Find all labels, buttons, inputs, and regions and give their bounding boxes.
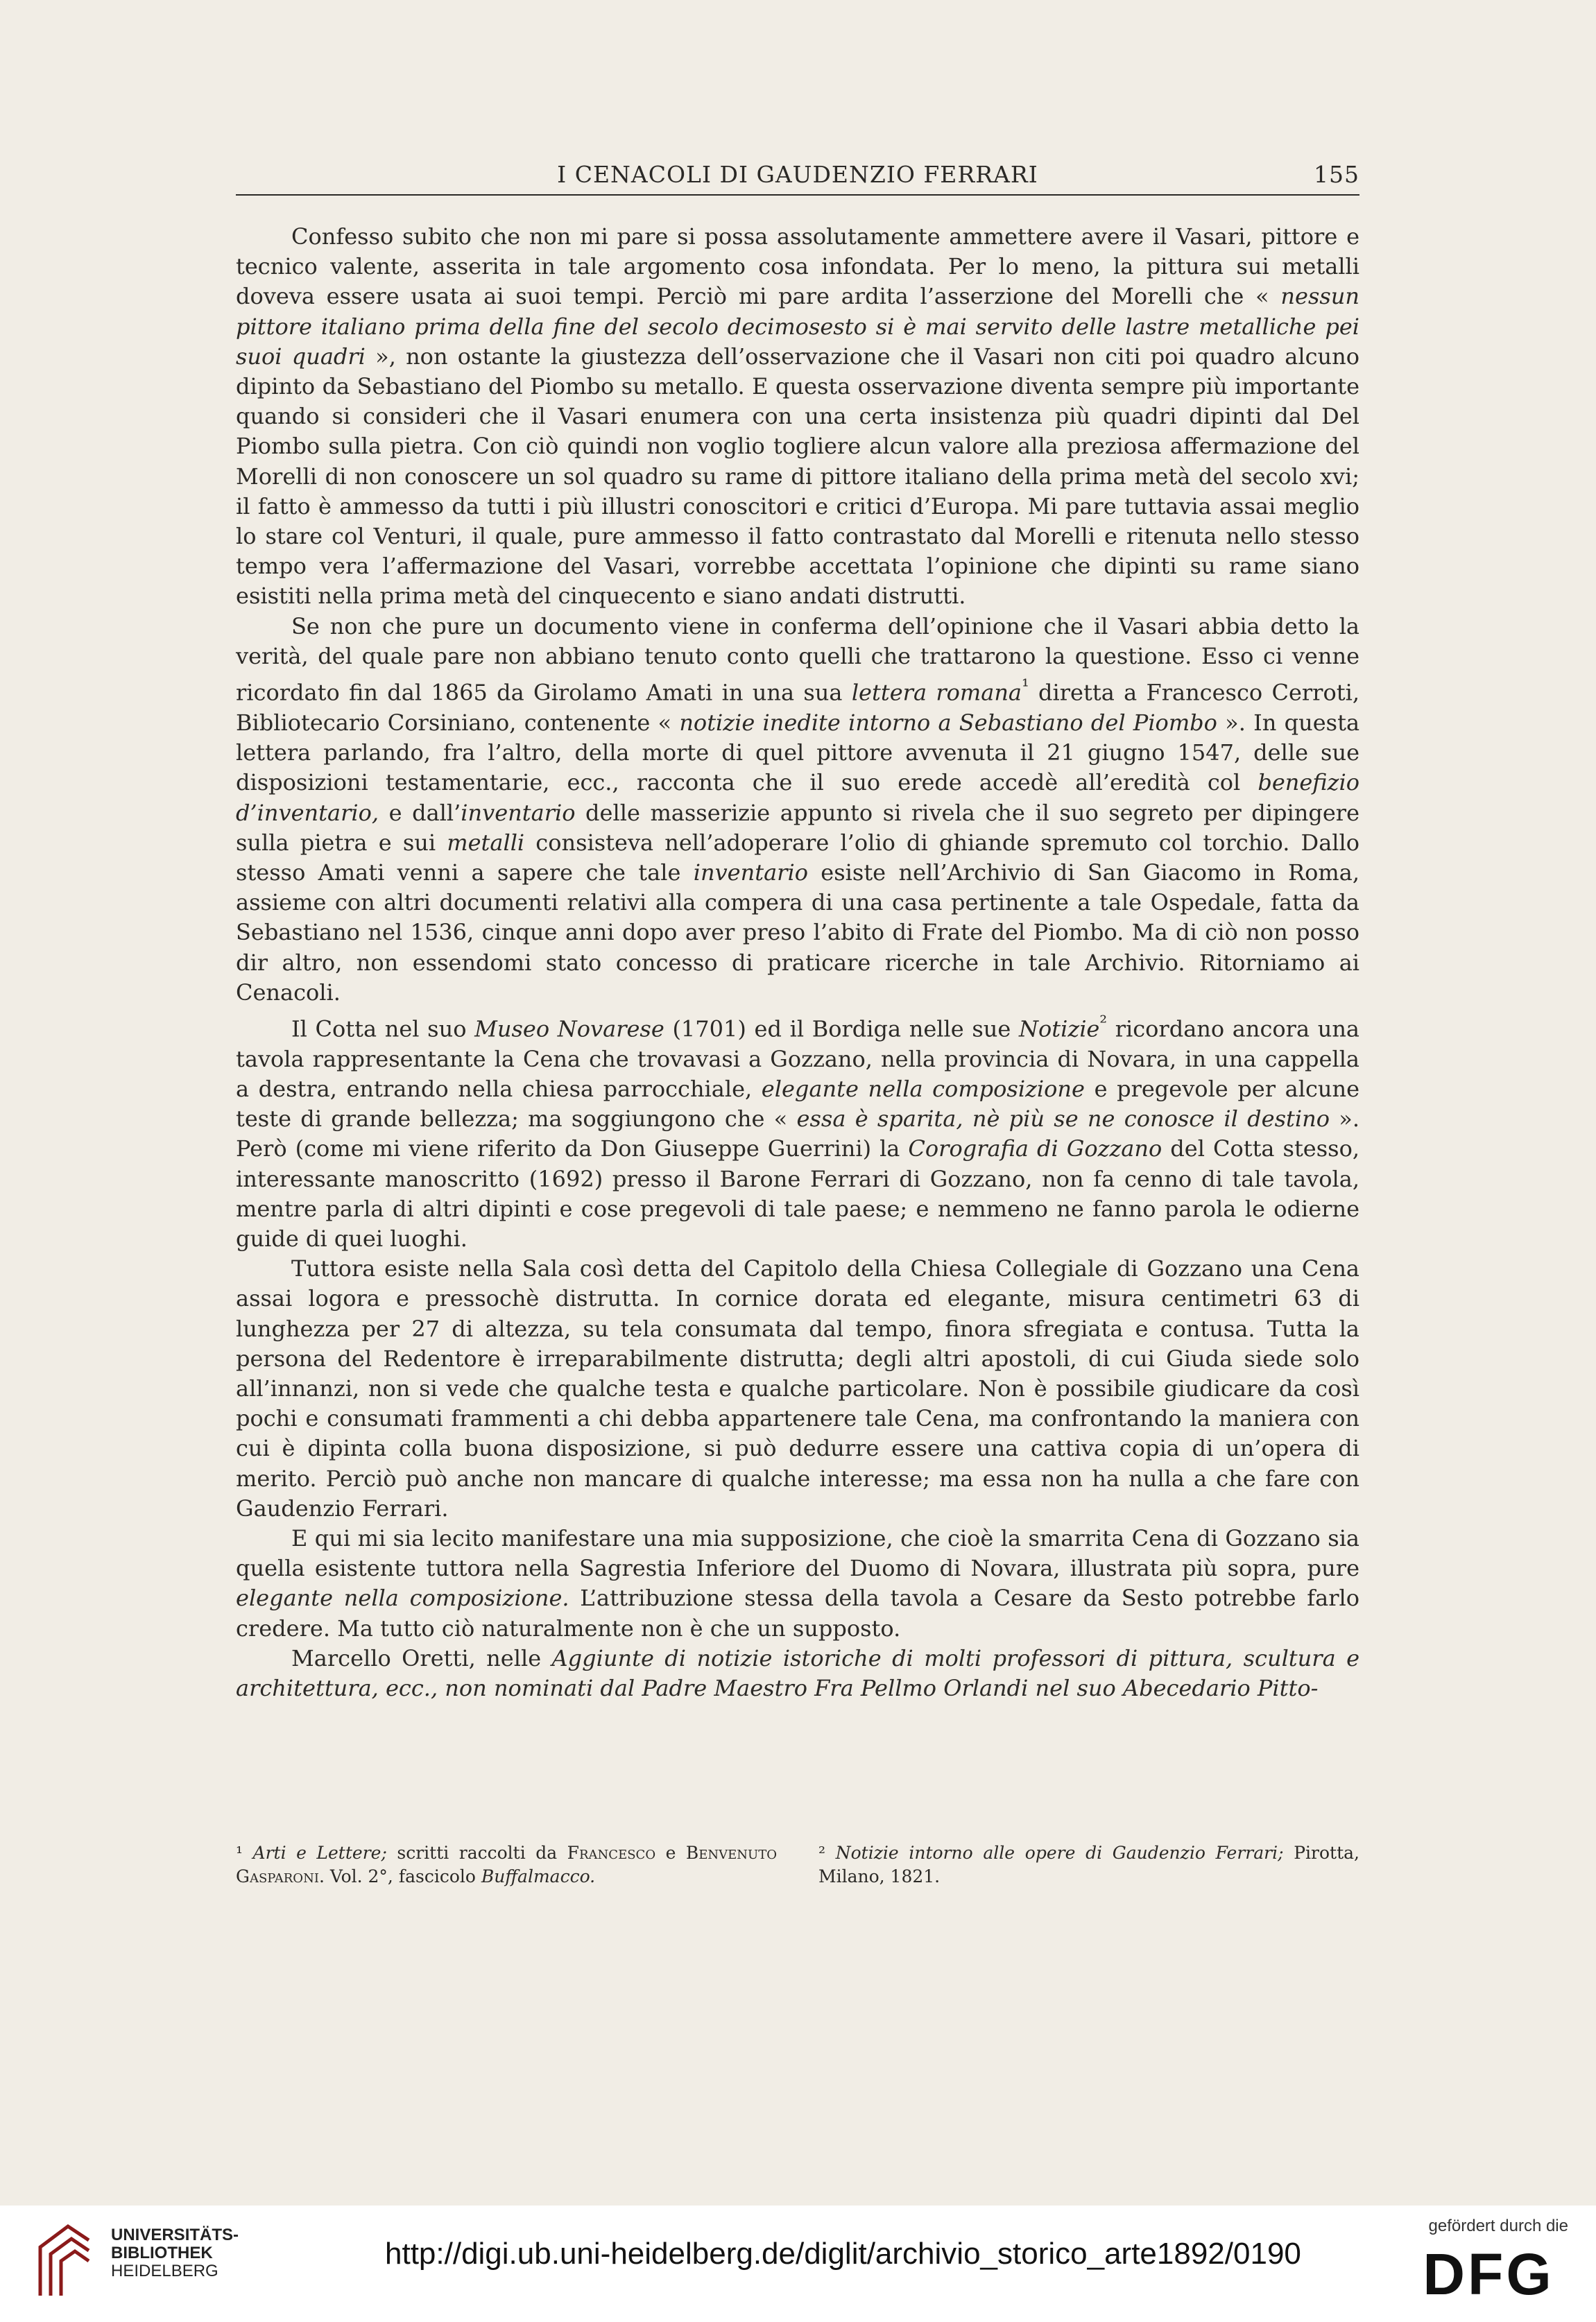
footnote-ref: ² <box>1099 1011 1108 1033</box>
text-run: Il Cotta nel suo <box>291 1015 475 1042</box>
library-name <box>111 2226 239 2280</box>
paragraph <box>236 1008 1359 1254</box>
text-run: L’attribuzione stessa della tavola a Cesare da Sesto potrebbe farlo credere. Ma tutto ciò naturalmente non è che un supposto. <box>236 1585 1360 1642</box>
text-run: benefizio d’inventario, <box>236 769 1359 826</box>
text-run: Tuttora esiste nella Sala così detta del Capitolo della Chiesa Collegiale di Gozzano una Cena assai logora e pressochè distrutta. In cornice dorata ed elegante, misura centimetri 63 di lunghezza per 27 di altezza, su tela consumata dal tempo, finora sfregiata e contusa. Tutta la persona del Redentore è irreparabilmente distrutta; degli altri apostoli, di cui Giuda siede solo all’innanzi, non si vede che qualche testa e qualche particolare. Non è possibile giudicare da così pochi e consumati frammenti a chi debba appartenere tale Cena, ma confrontando la maniera con cui è dipinta colla buona disposizione, si può dedurre essere una cattiva copia di un’opera di merito. Perciò può anche non mancare di qualche interesse; ma essa non ha nulla a che fare con Gaudenzio Ferrari. <box>236 1255 1359 1522</box>
text-run: Buffalmacco. <box>481 1866 596 1886</box>
text-run: esiste nell’Archivio di San Giacomo in Roma, assieme con altri documenti relativi alla compera di una casa pertinente a tale Ospedale, fatta da Sebastiano nel 1536, cinque anni dopo aver preso l’abito di Frate del Piombo. Ma di ciò non posso dir altro, non essendomi stato concesso di praticare ricerche in tale Archivio. Ritorniamo ai Cenacoli. <box>236 859 1360 1006</box>
funding-note: gefördert durch die <box>1428 2217 1568 2235</box>
text-run: nessun pittore italiano prima della fine del secolo decimosesto si è mai servito delle lastre metalliche pei suoi quadri <box>236 283 1359 370</box>
running-header <box>236 158 1359 197</box>
text-run: ² <box>818 1843 836 1863</box>
text-run: ricordano ancora una tavola rappresentante la Cena che trovavasi a Gozzano, nella provincia di Novara, in una cappella a destra, entrando nella chiesa parrocchiale, <box>236 1015 1360 1102</box>
library-name-line2: BIBLIOTHEK <box>111 2244 213 2262</box>
dfg-logo-text: DFG <box>1423 2244 1554 2301</box>
text-run: E qui mi sia lecito manifestare una mia supposizione, che cioè la smarrita Cena di Gozzano sia quella esistente tuttora nella Sagrestia Inferiore del Duomo di Novara, illustrata più sopra, pure <box>236 1525 1359 1582</box>
text-run: », non ostante la giustezza dell’osservazione che il Vasari non citi poi quadro alcuno dipinto da Sebastiano del Piombo su metallo. E questa osservazione diventa sempre più importante quando si consideri che il Vasari enumera con una certa insistenza più quadri dipinti dal Del Piombo sulla pietra. Con ciò quindi non voglio togliere alcun valore alla preziosa affermazione del Morelli di non conoscere un sol quadro su rame di pittore italiano della prima metà del secolo xvi; il fatto è ammesso da tutti i più illustri conoscitori e critici d’Europa. Mi pare tuttavia assai meglio lo stare col Venturi, il quale, pure ammesso il fatto contrastato dal Morelli e ritenuta nello stesso tempo vera l’affermazione del Vasari, vorrebbe accettata l’opinione che dipinti su rame siano esistiti nella prima metà del cinquecento e siano andati distrutti. <box>236 343 1360 610</box>
text-run: Aggiunte di notizie istoriche di molti professori di pittura, scultura e architettura, ecc., non nominati dal Padre Maestro Fra Pellmo Orlandi nel suo Abecedario Pitto- <box>236 1644 1359 1702</box>
text-run: (1701) ed il Bordiga nelle sue <box>664 1015 1019 1042</box>
text-run: Notizie intorno alle opere di Gaudenzio Ferrari; <box>835 1843 1284 1863</box>
text-run: delle masserizie appunto si rivela che il suo segreto per dipingere sulla pietra e sui <box>236 799 1360 856</box>
paragraph <box>236 1644 1359 1703</box>
paragraph <box>236 222 1359 612</box>
text-run: e dall’ <box>379 799 461 826</box>
text-run: inventario <box>693 859 808 886</box>
text-run: Museo Novarese <box>474 1015 664 1042</box>
footnotes <box>236 1841 1359 1904</box>
text-run: Arti e Lettere; <box>252 1843 387 1863</box>
library-name-line3: HEIDELBERG <box>111 2262 218 2280</box>
text-run: Francesco <box>567 1843 656 1863</box>
text-run: consisteva nell’adoperare l’olio di ghiande spremuto col torchio. Dallo stesso Amati venni a sapere che tale <box>236 829 1360 886</box>
footnote-ref: ¹ <box>1022 676 1029 698</box>
footnote-1 <box>236 1841 777 1889</box>
text-run: Marcello Oretti, nelle <box>291 1644 552 1671</box>
text-run: elegante nella composizione. <box>236 1585 569 1612</box>
text-run: Benvenuto Gasparoni <box>236 1843 777 1886</box>
body-text <box>236 222 1359 1703</box>
text-run: essa è sparita, nè più se ne conosce il destino <box>796 1106 1330 1133</box>
text-run: e pregevole per alcune teste di grande bellezza; ma soggiungono che « <box>236 1076 1360 1133</box>
text-run: notizie inedite intorno a Sebastiano del Piombo <box>679 709 1217 736</box>
page-number: 155 <box>1314 161 1359 188</box>
library-name-line1: UNIVERSITÄTS- <box>111 2226 239 2244</box>
paragraph <box>236 1524 1359 1644</box>
text-run: lettera romana <box>851 679 1022 706</box>
text-run: Notizie <box>1018 1015 1100 1042</box>
running-title: I CENACOLI DI GAUDENZIO FERRARI <box>557 161 1038 188</box>
text-run: elegante nella composizione <box>761 1076 1085 1102</box>
text-run: Se non che pure un documento viene in conferma dell’opinione che il Vasari abbia detto la verità, del quale pare non abbiano tenuto conto quelli che trattarono la questione. Esso ci venne ricordato fin dal 1865 da Girolamo Amati in una sua <box>236 612 1359 706</box>
dfg-logo <box>1409 2244 1568 2301</box>
footnote-2 <box>818 1841 1359 1889</box>
text-run: Confesso subito che non mi pare si possa assolutamente ammettere avere il Vasari, pittore e tecnico valente, asserita in tale argomento cosa infondata. Per lo meno, la pittura sui metalli doveva essere usata ai suoi tempi. Perciò mi pare ardita l’asserzione del Morelli che « <box>236 223 1359 310</box>
text-run: Corografia di Gozzano <box>908 1135 1162 1162</box>
text-run: e <box>655 1843 686 1863</box>
header-rule <box>236 194 1359 196</box>
paragraph <box>236 612 1359 1008</box>
text-run: del Cotta stesso, interessante manoscritto (1692) presso il Barone Ferrari di Gozzano, non fa cenno di tale tavola, mentre parla di altri dipinti e cose pregevoli di tale paese; e nemmeno ne fanno parola le odierne guide di quei luoghi. <box>236 1135 1360 1253</box>
text-run: ¹ <box>236 1843 253 1863</box>
text-run: ». In questa lettera parlando, fra l’altro, della morte di quel pittore avvenuta il 21 giugno 1547, delle sue disposizioni testamentarie, ecc., racconta che il suo erede accedè all’eredità col <box>236 709 1360 796</box>
paragraph <box>236 1254 1359 1524</box>
text-run: scritti raccolti da <box>386 1843 567 1863</box>
text-run: ». Però (come mi viene riferito da Don Giuseppe Guerrini) la <box>236 1106 1360 1162</box>
source-url-link[interactable]: http://digi.ub.uni-heidelberg.de/diglit/archivio_storico_arte1892/0190 <box>385 2237 1301 2271</box>
text-run: metalli <box>447 829 525 856</box>
text-run: Pirotta, Milano, 1821. <box>818 1843 1359 1886</box>
text-run: . Vol. 2°, fascicolo <box>318 1866 481 1886</box>
text-run: diretta a Francesco Cerroti, Bibliotecario Corsiniano, contenente « <box>236 679 1360 736</box>
text-run: inventario <box>461 799 576 826</box>
library-logo-icon <box>33 2219 96 2303</box>
